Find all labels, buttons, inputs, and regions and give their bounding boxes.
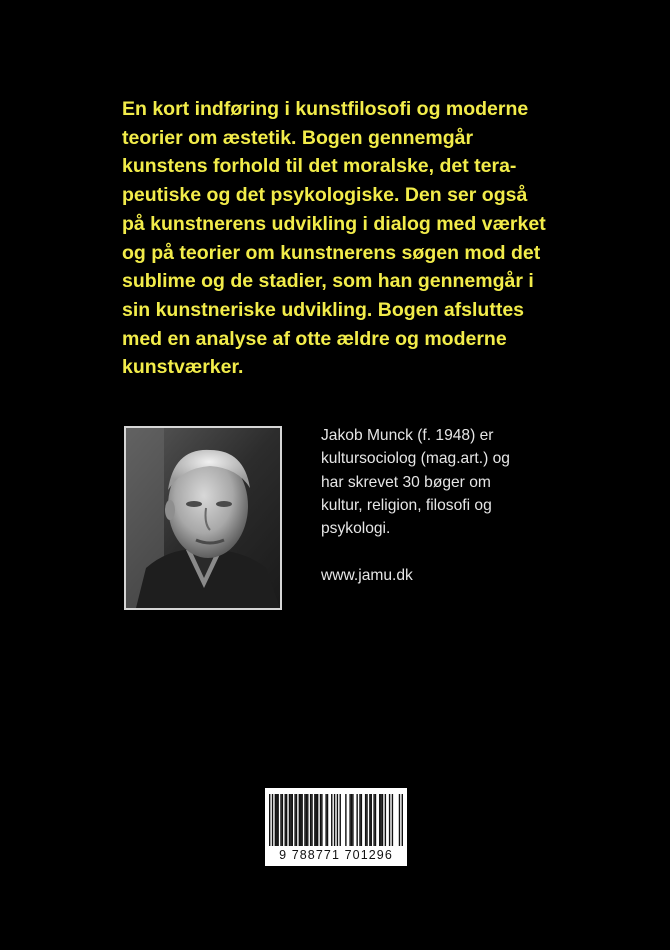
barcode-bar	[289, 794, 290, 846]
barcode-bar	[327, 794, 328, 846]
barcode-bar	[331, 794, 332, 846]
barcode-bar	[351, 794, 352, 846]
blurb-line: peutiske og det psykologiske. Den ser også	[122, 184, 528, 207]
barcode-bar	[299, 794, 300, 846]
barcode-bar	[334, 794, 335, 846]
blurb-line: kunstværker.	[122, 356, 244, 379]
barcode-bar	[379, 794, 380, 846]
barcode-bar	[316, 794, 317, 846]
barcode-bar	[285, 794, 286, 846]
barcode-bar	[275, 794, 276, 846]
barcode-bar	[292, 794, 293, 846]
barcode-bar	[325, 794, 326, 846]
barcode-bar	[276, 794, 277, 846]
blurb-line: på kunstnerens udvikling i dialog med værket	[122, 212, 546, 235]
barcode-bar	[294, 794, 295, 846]
back-cover-blurb	[122, 95, 632, 382]
barcode-bar	[317, 794, 318, 846]
author-portrait-image	[126, 428, 280, 608]
barcode-bar	[352, 794, 353, 846]
blurb-line: teorier om æstetik. Bogen gennemgår	[122, 126, 474, 149]
barcode-bar	[369, 794, 370, 846]
barcode-bars	[269, 794, 403, 846]
barcode-bar	[371, 794, 372, 846]
blurb-line: med en analyse af otte ældre og moderne	[122, 327, 507, 350]
blurb-line: kunstens forhold til det moralske, det tera-	[122, 155, 517, 178]
author-photo	[124, 426, 282, 610]
barcode-bar	[392, 794, 393, 846]
author-website: www.jamu.dk	[321, 567, 413, 584]
barcode-bar	[296, 794, 297, 846]
bio-line: har skrevet 30 bøger om	[321, 473, 491, 491]
barcode-bar	[320, 794, 321, 846]
barcode-bar	[311, 794, 312, 846]
bio-line: kultur, religion, filosofi og	[321, 496, 492, 514]
barcode-bar	[380, 794, 381, 846]
blurb-line: sin kunstneriske udvikling. Bogen afsluttes	[122, 298, 525, 321]
author-bio	[321, 424, 551, 540]
barcode-bar	[282, 794, 283, 846]
barcode-bar	[349, 794, 350, 846]
bio-line: psykologi.	[321, 520, 391, 538]
barcode-bar	[310, 794, 311, 846]
barcode-bar	[301, 794, 302, 846]
barcode-bar	[373, 794, 374, 846]
barcode-bar	[402, 794, 403, 846]
barcode-bar	[382, 794, 383, 846]
barcode-bar	[307, 794, 308, 846]
barcode-bar	[314, 794, 315, 846]
barcode-bar	[340, 794, 341, 846]
isbn-number: 9 788771 701296	[279, 848, 393, 862]
blurb-line: og på teorier om kunstnerens søgen mod det	[122, 241, 541, 264]
blurb-line: sublime og de stadier, som han gennemgår i	[122, 270, 534, 293]
barcode-bar	[356, 794, 357, 846]
barcode-bar	[269, 794, 270, 846]
bio-line: kultursociolog (mag.art.) og	[321, 450, 510, 468]
barcode-bar	[300, 794, 301, 846]
barcode-bar	[345, 794, 346, 846]
barcode-bar	[277, 794, 278, 846]
isbn-barcode	[265, 788, 407, 866]
barcode-bar	[321, 794, 322, 846]
barcode-bar	[337, 794, 338, 846]
barcode-bar	[280, 794, 281, 846]
barcode-bar	[375, 794, 376, 846]
barcode-bar	[366, 794, 367, 846]
barcode-bar	[361, 794, 362, 846]
bio-line: Jakob Munck (f. 1948) er	[321, 427, 494, 444]
barcode-bar	[399, 794, 400, 846]
barcode-bar	[290, 794, 291, 846]
barcode-bar	[286, 794, 287, 846]
barcode-bar	[365, 794, 366, 846]
blurb-line: En kort indføring i kunstfilosofi og moderne	[122, 98, 529, 120]
barcode-bar	[359, 794, 360, 846]
barcode-bar	[385, 794, 386, 846]
barcode-bar	[272, 794, 273, 846]
barcode-bar	[389, 794, 390, 846]
barcode-bar	[304, 794, 305, 846]
barcode-bar	[306, 794, 307, 846]
